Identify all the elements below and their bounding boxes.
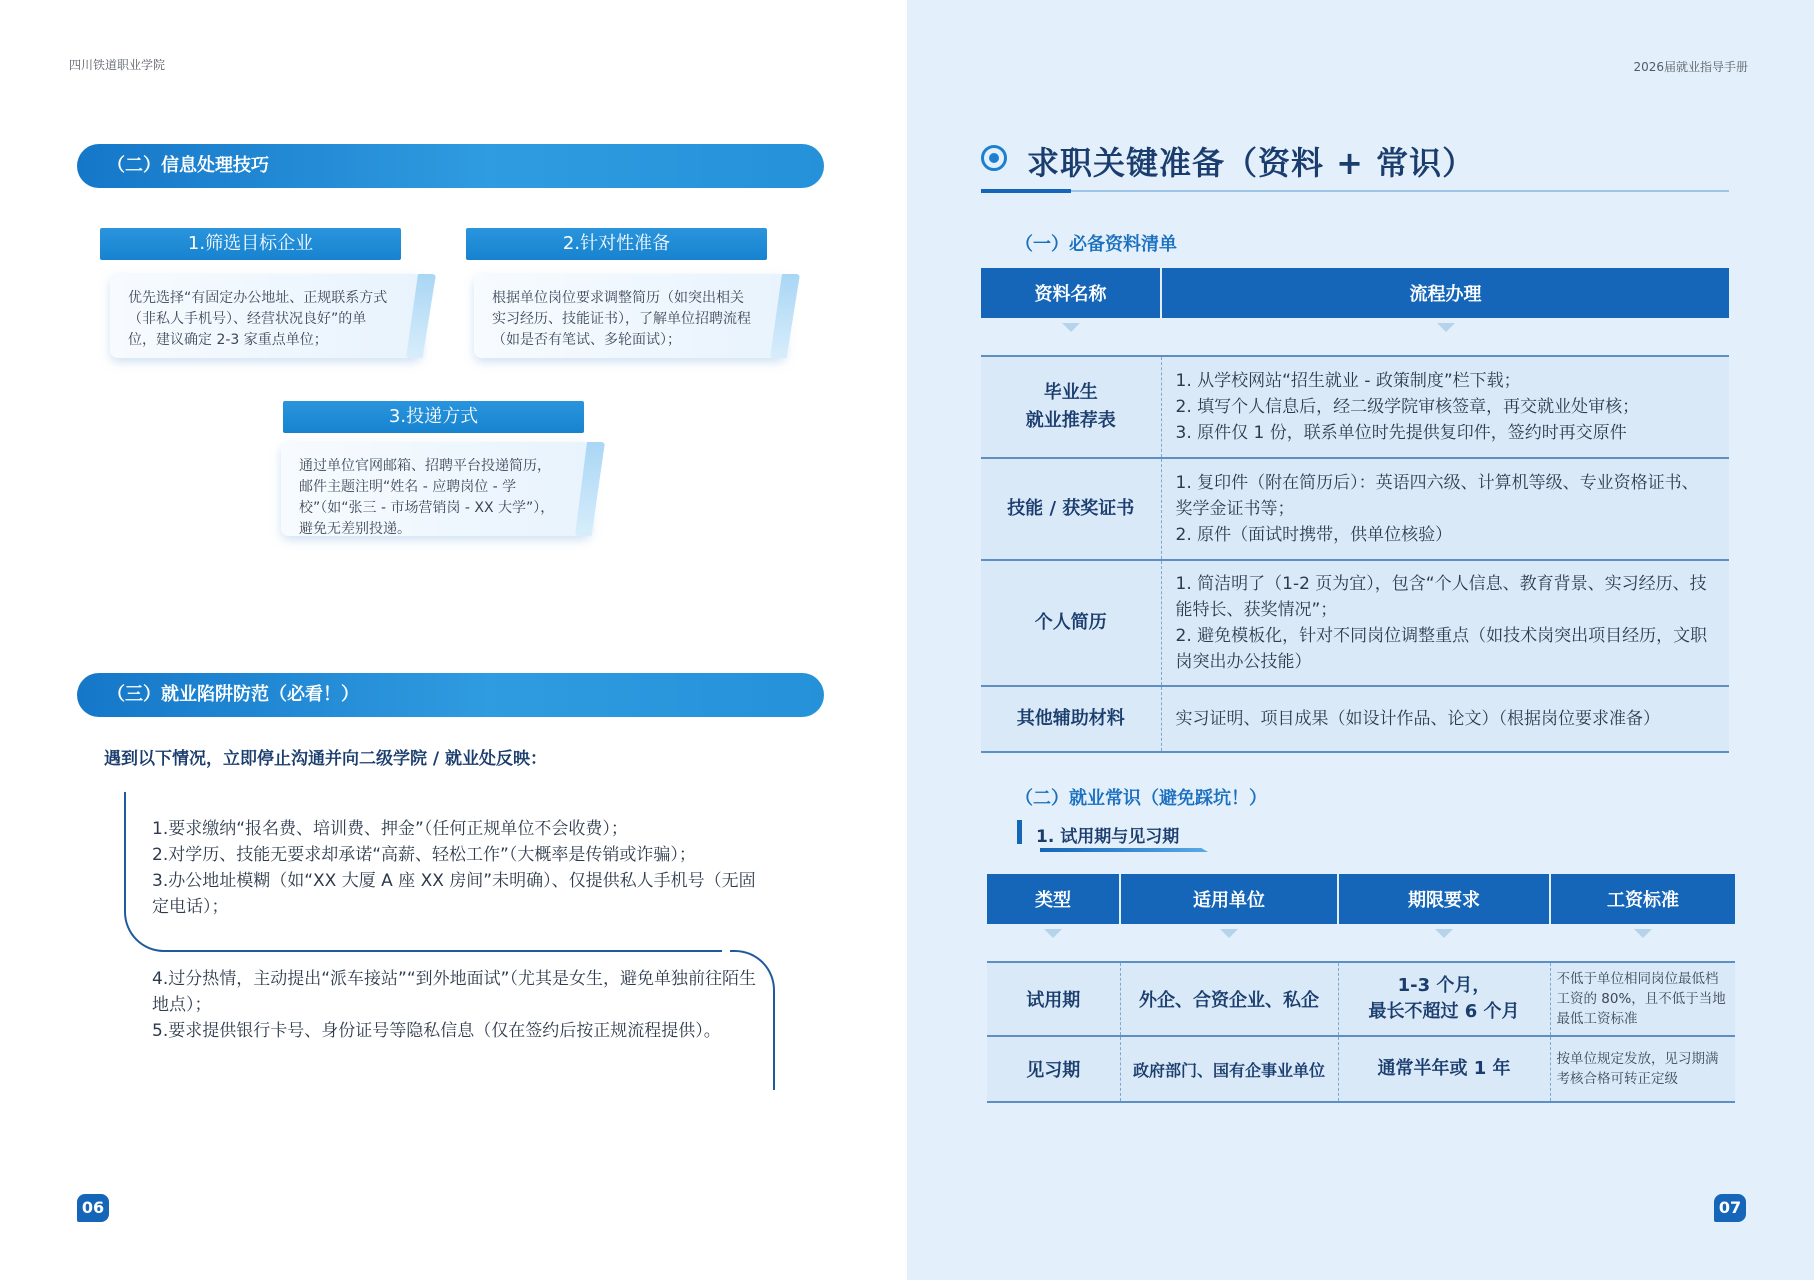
probation-type: 试用期 — [987, 962, 1120, 1036]
target-circle-icon — [981, 145, 1007, 171]
probation-item-title: 1. 试用期与见习期 — [1036, 827, 1180, 847]
materials-header-process: 流程办理 — [1161, 268, 1729, 318]
probation-unit: 外企、合资企业、私企 — [1120, 962, 1338, 1036]
tip2-body: 根据单位岗位要求调整简历（如突出相关实习经历、技能证书），了解单位招聘流程（如是否有笔试、多轮面试）； — [492, 290, 751, 348]
page-number-left: 06 — [77, 1194, 109, 1222]
tip2-card — [474, 274, 786, 358]
probation-table — [987, 874, 1735, 1103]
page-number-right: 07 — [1714, 1194, 1746, 1222]
tip1-card-fold — [406, 274, 436, 358]
item-title-bar — [1017, 820, 1022, 844]
material-process: 实习证明、项目成果（如设计作品、论文）（根据岗位要求准备） — [1161, 686, 1729, 752]
school-name-header: 四川铁道职业学院 — [69, 58, 166, 72]
table-row — [981, 686, 1729, 752]
trap-list-b — [152, 966, 762, 1044]
title-underline — [981, 190, 1729, 192]
probation-header-unit: 适用单位 — [1120, 874, 1338, 924]
probation-period: 1-3 个月， 最长不超过 6 个月 — [1338, 962, 1550, 1036]
common-sense-subheading: （二）就业常识（避免踩坑！） — [1015, 788, 1267, 809]
tip1-card — [110, 274, 422, 358]
tip3-card — [281, 442, 591, 536]
table-row — [981, 458, 1729, 560]
tip1-body: 优先选择“有固定办公地址、正规联系方式（非私人手机号）、经营状况良好”的单位，建议确定 2-3 家重点单位； — [128, 290, 388, 348]
probation-header-wage: 工资标准 — [1550, 874, 1735, 924]
trap-item-1: 1.要求缴纳“报名费、培训费、押金”（任何正规单位不会收费）； — [152, 819, 628, 839]
material-name: 个人简历 — [981, 560, 1161, 686]
decor-divider-line — [162, 950, 722, 952]
trap-item-2: 2.对学历、技能无要求却承诺“高薪、轻松工作”（大概率是传销或诈骗）； — [152, 845, 696, 865]
trap-intro-text: 遇到以下情况，立即停止沟通并向二级学院 / 就业处反映： — [104, 749, 548, 769]
probation-wage: 不低于单位相同岗位最低档工资的 80%，且不低于当地最低工资标准 — [1550, 962, 1735, 1036]
page-title: 求职关键准备（资料 + 常识） — [1027, 144, 1476, 182]
material-name: 毕业生 就业推荐表 — [981, 356, 1161, 458]
tip2-title: 2.针对性准备 — [466, 228, 767, 260]
materials-subheading: （一）必备资料清单 — [1015, 234, 1177, 255]
material-process: 1. 复印件（附在简历后）：英语四六级、计算机等级、专业资格证书、奖学金证书等； 2. 原件（面试时携带，供单位核验） — [1161, 458, 1729, 560]
table-row — [987, 1036, 1735, 1102]
material-name: 其他辅助材料 — [981, 686, 1161, 752]
materials-table — [981, 268, 1729, 753]
trap-item-5: 5.要求提供银行卡号、身份证号等隐私信息（仅在签约后按正规流程提供）。 — [152, 1021, 721, 1041]
material-name: 技能 / 获奖证书 — [981, 458, 1161, 560]
probation-type: 见习期 — [987, 1036, 1120, 1102]
handbook-name-header: 2026届就业指导手册 — [1633, 60, 1748, 74]
tip1-title: 1.筛选目标企业 — [100, 228, 401, 260]
title-underline-accent — [981, 189, 1071, 193]
trap-item-4: 4.过分热情，主动提出“派车接站”“到外地面试”（尤其是女生，避免单独前往陌生地点）； — [152, 969, 756, 1015]
probation-period: 通常半年或 1 年 — [1338, 1036, 1550, 1102]
table-row — [987, 962, 1735, 1036]
probation-unit: 政府部门、国有企事业单位 — [1120, 1036, 1338, 1102]
tip3-card-fold — [575, 442, 605, 536]
trap-list-a — [152, 816, 762, 920]
item-title-underline — [1040, 848, 1208, 852]
material-process: 1. 从学校网站“招生就业 - 政策制度”栏下载； 2. 填写个人信息后，经二级学院审核签章，再交就业处审核； 3. 原件仅 1 份，联系单位时先提供复印件，签约时再交原件 — [1161, 356, 1729, 458]
tip3-title: 3.投递方式 — [283, 401, 584, 433]
probation-header-type: 类型 — [987, 874, 1120, 924]
table-row — [981, 356, 1729, 458]
material-process: 1. 简洁明了（1-2 页为宜），包含“个人信息、教育背景、实习经历、技能特长、获奖情况”； 2. 避免模板化，针对不同岗位调整重点（如技术岗突出项目经历，文职岗突出办公技能） — [1161, 560, 1729, 686]
probation-header-period: 期限要求 — [1338, 874, 1550, 924]
probation-wage: 按单位规定发放，见习期满考核合格可转正定级 — [1550, 1036, 1735, 1102]
tip2-card-fold — [770, 274, 800, 358]
materials-header-name: 资料名称 — [981, 268, 1161, 318]
trap-item-3: 3.办公地址模糊（如“XX 大厦 A 座 XX 房间”未明确）、仅提供私人手机号（无固定电话）； — [152, 871, 756, 917]
tip3-body: 通过单位官网邮箱、招聘平台投递简历，邮件主题注明“姓名 - 应聘岗位 - 学校”（如“张三 - 市场营销岗 - XX 大学”），避免无差别投递。 — [299, 458, 555, 537]
section3-title-bar: （三）就业陷阱防范（必看！） — [77, 673, 824, 717]
table-row — [981, 560, 1729, 686]
section2-title-bar: （二）信息处理技巧 — [77, 144, 824, 188]
